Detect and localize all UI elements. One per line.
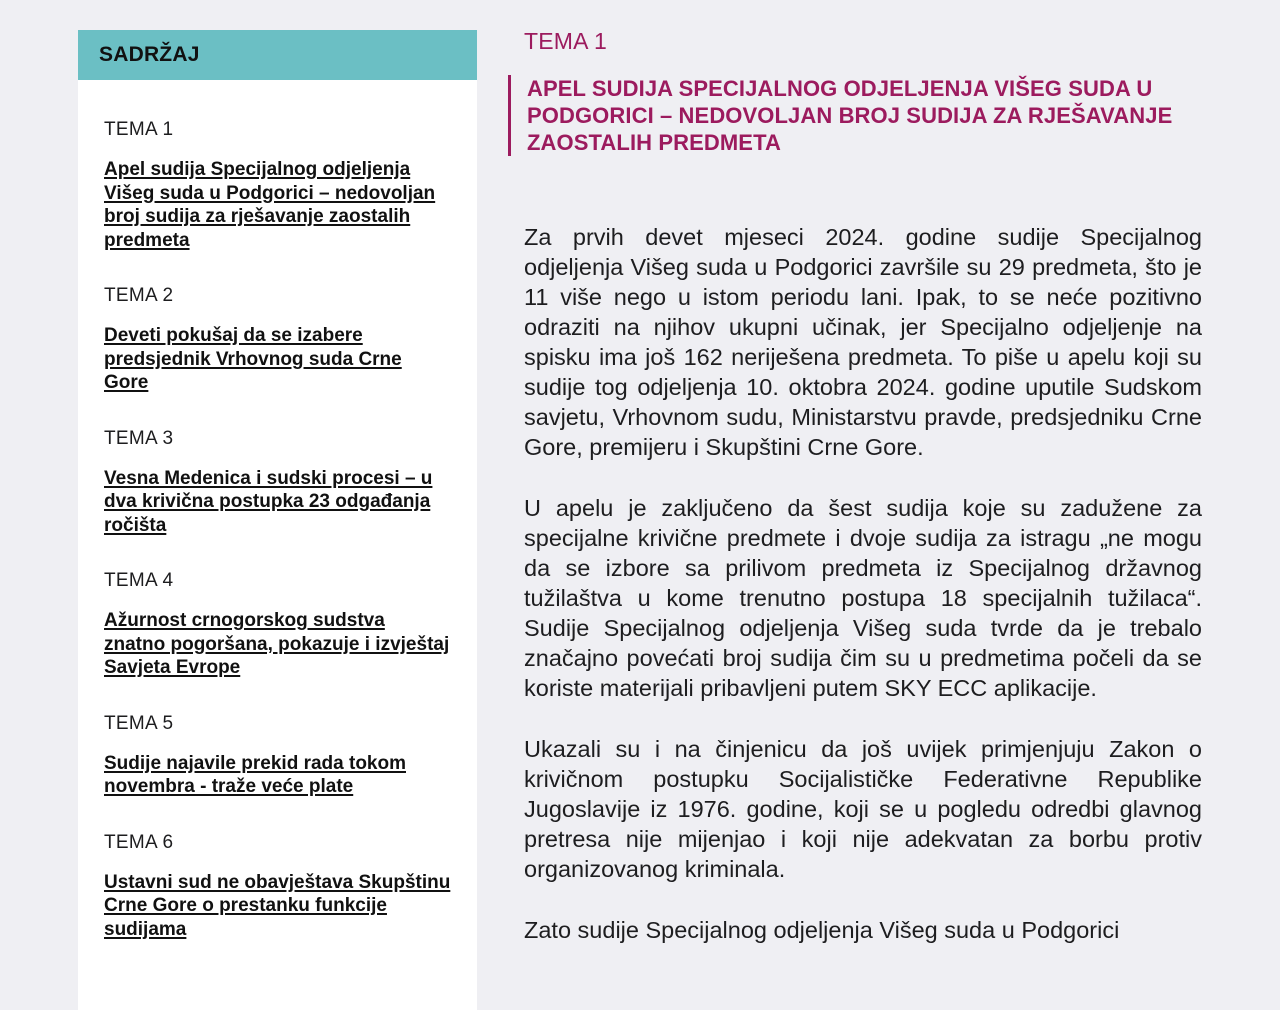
article-paragraph: U apelu je zaključeno da šest sudija koje su zadužene za specijalne krivične predmete i dvoje sudija za istragu „ne mogu da se izbore sa prilivom predmeta iz Specijalnog državnog tužilaštva u kome trenutno postupa 18 specijalnih tužilaca“. Sudije Specijalnog odjeljenja Višeg suda tvrde da je trebalo značajno povećati broj sudija čim su u predmetima počeli da se koriste materijali pribavljeni putem SKY ECC aplikacije. xyxy=(524,495,1202,701)
article xyxy=(524,28,1202,976)
toc-link-tema-2[interactable]: Deveti pokušaj da se izabere predsjednik Vrhovnog suda Crne Gore xyxy=(104,325,402,393)
article-paragraph: Za prvih devet mjeseci 2024. godine sudije Specijalnog odjeljenja Višeg suda u Podgorici završile su 29 predmeta, što je 11 više nego u istom periodu lani. Ipak, to se neće pozitivno odraziti na njihov ukupni učinak, jer Specijalno odjeljenje na spisku ima još 162 neriješena predmeta. To piše u apelu koji su sudije tog odjeljenja 10. oktobra 2024. godine uputile Sudskom savjetu, Vrhovnom sudu, Ministarstvu pravde, predsjedniku Crne Gore, premijeru i Skupštini Crne Gore. xyxy=(524,224,1202,460)
toc-entry xyxy=(104,119,451,252)
table-of-contents xyxy=(78,30,477,1010)
article-body xyxy=(524,222,1202,945)
article-paragraph: Ukazali su i na činjenicu da još uvijek primjenjuju Zakon o krivičnom postupku Socijalističke Federativne Republike Jugoslavije iz 1976. godine, koji se u pogledu odredbi glavnog pretresa nije mijenjao i koji nije adekvatan za borbu protiv organizovanog kriminala. xyxy=(524,736,1202,882)
article-tema-label: TEMA 1 xyxy=(524,28,608,54)
toc-tema-label: TEMA 3 xyxy=(104,427,174,449)
toc-header: SADRŽAJ xyxy=(78,30,477,80)
article-paragraph: Zato sudije Specijalnog odjeljenja Višeg suda u Podgorici xyxy=(524,917,1120,943)
toc-tema-label: TEMA 5 xyxy=(104,712,174,734)
toc-entry xyxy=(104,285,451,395)
toc-tema-label: TEMA 2 xyxy=(104,285,174,306)
toc-link-tema-5[interactable]: Sudije najavile prekid rada tokom novembra - traže veće plate xyxy=(104,752,406,797)
toc-entry xyxy=(104,832,451,942)
toc-link-tema-3[interactable]: Vesna Medenica i sudski procesi – u dva krivična postupka 23 odgađanja ročišta xyxy=(104,467,433,536)
toc-link-tema-1[interactable]: Apel sudija Specijalnog odjeljenja Višeg suda u Podgorici – nedovoljan broj sudija za rješavanje zaostalih predmeta xyxy=(104,159,436,251)
article-title: APEL SUDIJA SPECIJALNOG ODJELJENJA VIŠEG SUDA U PODGORICI – NEDOVOLJAN BROJ SUDIJA ZA RJEŠAVANJE ZAOSTALIH PREDMETA xyxy=(527,76,1173,155)
toc-entry xyxy=(104,713,451,799)
toc-tema-label: TEMA 1 xyxy=(104,119,174,140)
toc-link-tema-4[interactable]: Ažurnost crnogorskog sudstva znatno pogoršana, pokazuje i izvještaj Savjeta Evrope xyxy=(104,610,450,678)
toc-tema-label: TEMA 6 xyxy=(104,831,174,853)
toc-tema-label: TEMA 4 xyxy=(104,570,174,591)
toc-list xyxy=(78,80,477,941)
toc-entry xyxy=(104,570,451,680)
toc-link-tema-6[interactable]: Ustavni sud ne obavještava Skupštinu Crne Gore o prestanku funkcije sudijama xyxy=(104,871,451,940)
toc-entry xyxy=(104,428,451,538)
article-title-block xyxy=(508,75,1202,156)
